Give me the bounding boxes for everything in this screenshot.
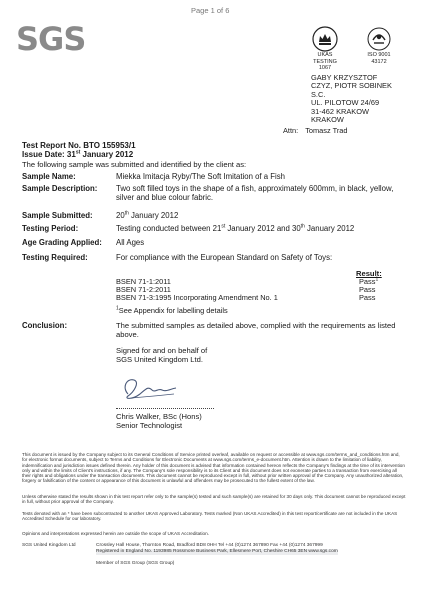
testing-period-label: Testing Period: (22, 224, 79, 233)
address-line: UL. PILOTOW 24/69 (311, 98, 380, 108)
submitted-day-suffix: th (124, 210, 129, 217)
signed-on-behalf (116, 346, 316, 364)
intro-text: The following sample was submitted and identified by the client as: (22, 160, 247, 169)
iso-certification-mark (354, 26, 404, 65)
sample-description-value: Two soft filled toys in the shape of a fish, approximately 600mm, in black, yellow, silver and blue colour fabric. (116, 184, 394, 202)
address-line: KRAKOW (311, 115, 344, 125)
report-number: Test Report No. BTO 155953/1 (22, 141, 136, 150)
ukas-accreditation-mark (308, 26, 342, 72)
signature-line (116, 408, 214, 409)
logo-text: SGS (16, 20, 86, 58)
ukas-caption: TESTING (313, 58, 337, 65)
issue-date (22, 150, 133, 159)
footer-address-line-1: Crossley Hall House, Thornton Road, Bradford BD8 0HH Tel +44 (0)1274 367890 Fax +44 (0)1274 367999 (96, 543, 323, 548)
handwritten-signature (118, 372, 180, 406)
footnote-text: See Appendix for labelling details (118, 306, 228, 315)
sample-name-value: Miekka Imitacja Ryby/The Soft Imitation of a Fish (116, 172, 285, 181)
address-line: S.C. (311, 89, 326, 99)
signed-line-1: Signed for and on behalf of (116, 346, 208, 355)
testing-period-start: Testing conducted between 21 (116, 224, 222, 233)
subcontract-paragraph: Tests denoted with an * have been subcontracted to another UKAS Approved Laboratory. Tests marked (Non UKAS Accredited) in this test report/certificate are not included in the UKAS Accredited Schedule for our laboratory. (22, 511, 398, 522)
address-line: GABY KRZYSZTOF (311, 73, 378, 82)
iso-caption: ISO 9001 (367, 52, 391, 58)
results-footnote (116, 306, 228, 315)
issue-date-month-year: January 2012 (80, 150, 134, 159)
standard-row: BSEN 71-2:2011 (116, 285, 171, 294)
age-grading-label: Age Grading Applied: (22, 238, 102, 247)
conclusion-label: Conclusion: (22, 321, 68, 330)
footer-company: SGS United Kingdom Ltd (22, 543, 76, 548)
signatory-title: Senior Technologist (116, 421, 183, 430)
ukas-number: 1067 (318, 65, 332, 71)
footer-address-line-2: Registered in England No. 1193985 Rossmore Business Park, Ellesmere Port, Cheshire CH65 3EN www.sgs.com (96, 548, 338, 554)
result-column-header: Result: (356, 269, 382, 278)
testing-period-end: January 2012 and 30 (225, 224, 301, 233)
testing-period-end-suffix: th (300, 223, 305, 230)
sample-submitted-value (116, 211, 406, 220)
age-grading-value: All Ages (116, 238, 145, 247)
testing-period-start-suffix: st (221, 223, 226, 230)
sample-submitted-label: Sample Submitted: (22, 211, 93, 220)
result-value: Pass (359, 285, 376, 294)
footer-address (96, 543, 338, 555)
sample-description-label: Sample Description: (22, 184, 98, 193)
page-indicator: Page 1 of 6 (191, 6, 230, 15)
address-line: CZYZ, PIOTR SOBINEK (311, 81, 392, 91)
issue-date-suffix: st (75, 149, 81, 156)
testing-period-value (116, 224, 406, 233)
address-line: 31-462 KRAKOW (311, 106, 369, 116)
result-footnote-marker: 1 (375, 276, 379, 283)
testing-period-end-month-year: January 2012 (304, 224, 355, 233)
result-text: Pass (359, 277, 376, 286)
crown-icon (312, 26, 338, 52)
client-address (311, 74, 392, 124)
footer-member: Member of SGS Group (SGS Group) (96, 561, 175, 566)
signatory-block (116, 412, 202, 430)
attn-name: Tomasz Trad (305, 126, 348, 135)
submitted-day: 20 (116, 211, 125, 220)
sgs-logo (16, 20, 86, 60)
footnote-marker: 1 (116, 305, 119, 312)
opinions-paragraph: Opinions and interpretations expressed herein are outside the scope of UKAS Accreditation. (22, 531, 209, 536)
result-value: Pass (359, 293, 376, 302)
standard-row: BSEN 71-3:1995 Incorporating Amendment No. 1 (116, 293, 278, 302)
retention-paragraph: Unless otherwise stated the results shown in this test report refer only to the sample(s) tested and such sample(s) are retained for 30 days only. This document cannot be reproduced except in full, without prior approval of the Company. (22, 494, 406, 505)
submitted-month-year: January 2012 (128, 211, 179, 220)
certification-crest-icon (363, 26, 395, 52)
signatory-name: Chris Walker, BSc (Hons) (116, 412, 202, 421)
standard-row: BSEN 71-1:2011 (116, 277, 171, 286)
conclusion-text: The submitted samples as detailed above, complied with the requirements as listed above. (116, 321, 396, 339)
attn-label: Attn: (283, 126, 299, 135)
testing-required-label: Testing Required: (22, 253, 88, 262)
signed-line-2: SGS United Kingdom Ltd. (116, 355, 203, 364)
terms-paragraph: This document is issued by the Company subject to its General Conditions of Service printed overleaf, available on request or accessible at www.sgs.com/terms_and_conditions.htm and, for electronic format documents, subject to Terms and Conditions for Electronic Documents at www.sgs.com/terms_e-document.htm. Attention is drawn to the limitation of liability, indemnification and jurisdiction issues defined therein. Any holder of this document is advised that information contained hereon reflects the Company's findings at the time of its intervention only and within the limits of Client's instructions, if any. The Company's sole responsibility is to its Client and this document does not exonerate parties to a transaction from exercising all their rights and obligations under the transaction documents. This document cannot be reproduced except in full, without prior written approval of the Company. Any unauthorized alteration, forgery or falsification of the content or appearance of this document is unlawful and offenders may be prosecuted to the fullest extent of the law. (22, 452, 405, 484)
iso-number: 43172 (371, 58, 387, 65)
attention-line (283, 126, 348, 135)
ukas-name: UKAS (317, 52, 333, 58)
issue-date-day: Issue Date: 31 (22, 150, 76, 159)
sample-name-label: Sample Name: (22, 172, 76, 181)
testing-required-value: For compliance with the European Standard on Safety of Toys: (116, 253, 333, 262)
